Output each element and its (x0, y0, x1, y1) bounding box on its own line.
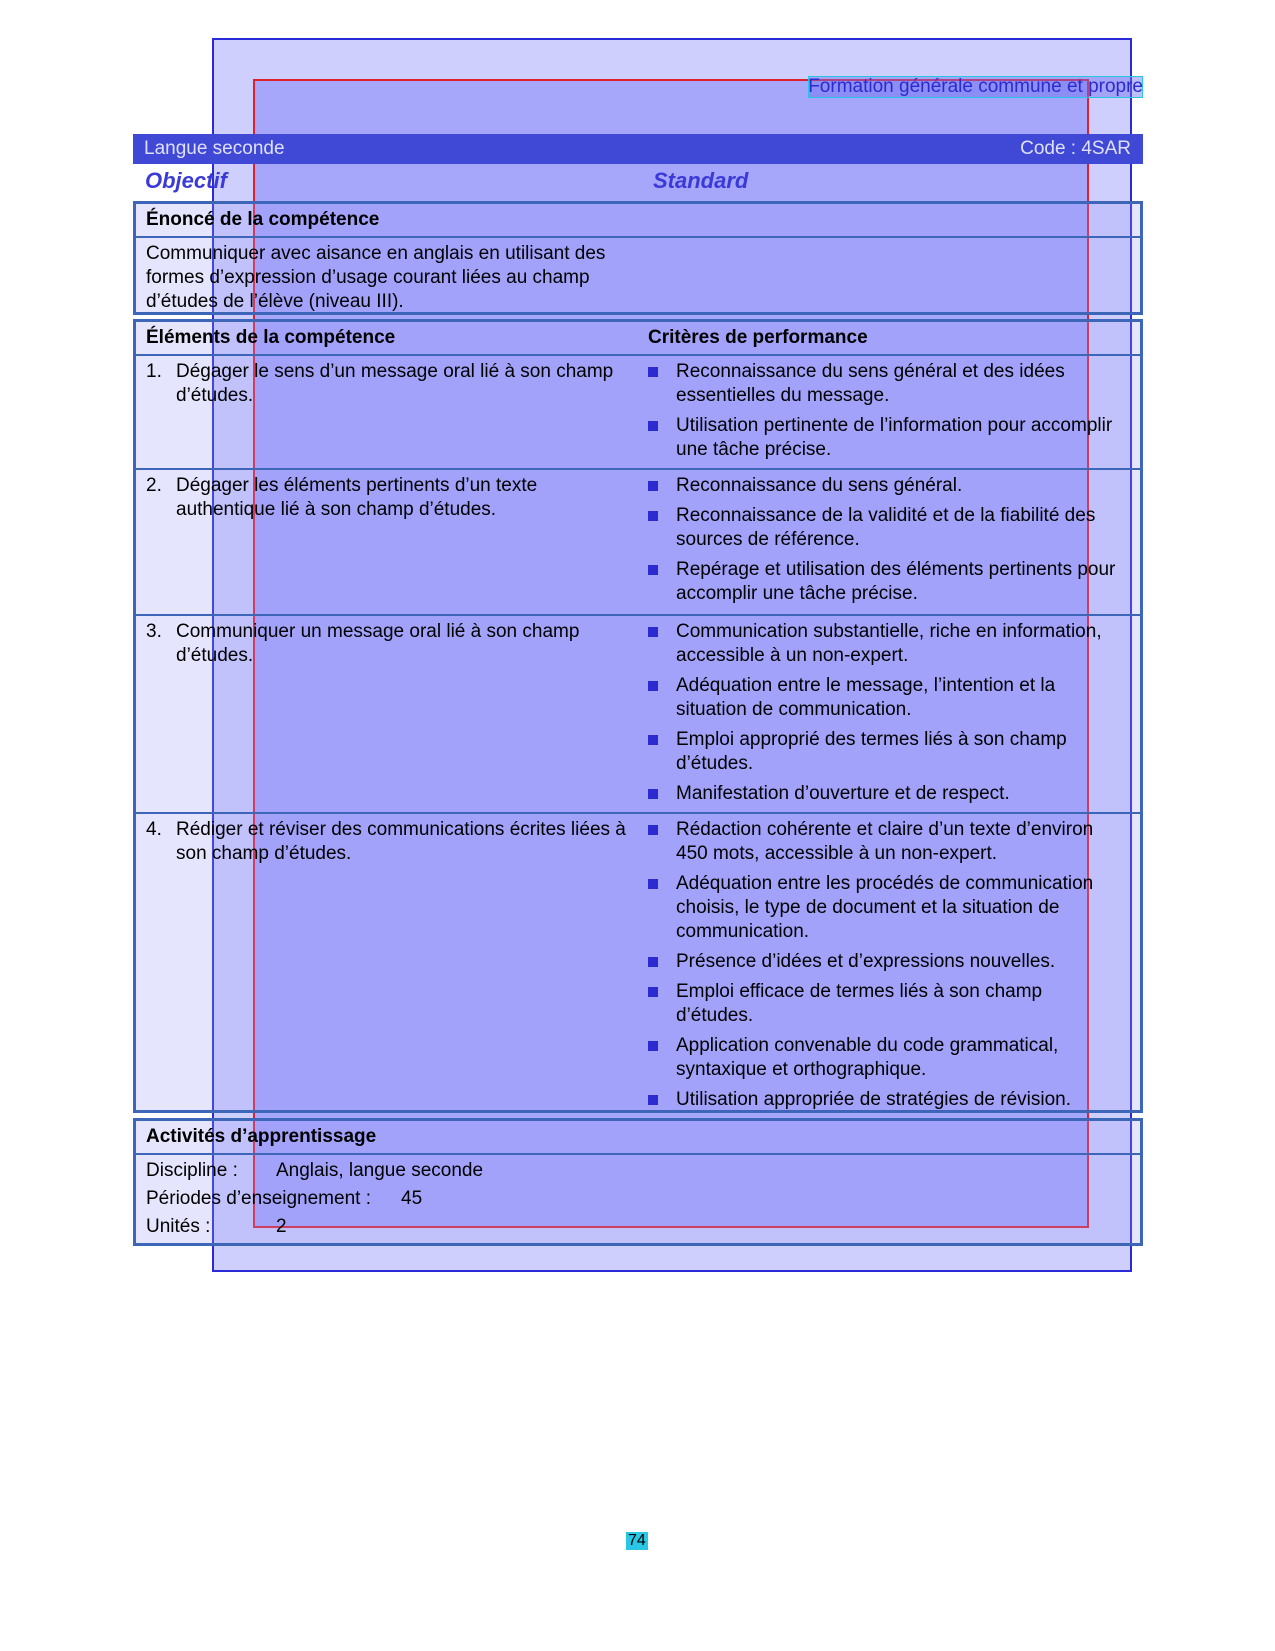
criteria-text: Emploi efficace de termes liés à son champ d’études. (676, 981, 1043, 1026)
bullet-icon (648, 735, 658, 745)
criteria-text: Reconnaissance de la validité et de la fiabilité des sources de référence. (676, 505, 1096, 550)
criteria-item (648, 674, 1118, 722)
bullet-icon (648, 565, 658, 575)
criteria-text: Adéquation entre le message, l’intention et la situation de communication. (676, 675, 1056, 720)
criteria-text: Utilisation pertinente de l’information pour accomplir une tâche précise. (676, 415, 1113, 460)
criteria-item (648, 872, 1118, 944)
element-number: 4. (146, 819, 162, 840)
bullet-icon (648, 511, 658, 521)
element-text: Dégager le sens d’un message oral lié à son champ d’études. (176, 361, 614, 406)
criteria-text: Présence d’idées et d’expressions nouvelles. (676, 951, 1056, 972)
bullet-icon (648, 987, 658, 997)
elements-heading-row (136, 322, 1140, 356)
units-value: 2 (276, 1216, 287, 1237)
criteria-item (648, 980, 1118, 1028)
units-label: Unités : (146, 1216, 211, 1237)
criteria-text: Repérage et utilisation des éléments pertinents pour accomplir une tâche précise. (676, 559, 1116, 604)
criteria-item (648, 782, 1118, 806)
element-description (146, 360, 636, 408)
criteria-item (648, 950, 1118, 974)
criteria-text: Application convenable du code grammatical, syntaxique et orthographique. (676, 1035, 1059, 1080)
program-header: Formation générale commune et propre (808, 76, 1143, 97)
objective-label: Objectif (145, 168, 227, 193)
enonce-box (133, 201, 1143, 315)
criteria-item (648, 728, 1118, 776)
criteria-item (648, 818, 1118, 866)
discipline-line (136, 1157, 1140, 1185)
element-description (146, 620, 636, 668)
criteria-item (648, 360, 1118, 408)
criteria-heading: Critères de performance (648, 327, 868, 348)
criteria-item (648, 414, 1118, 462)
discipline-label: Discipline : (146, 1160, 238, 1181)
criteria-text: Communication substantielle, riche en information, accessible à un non-expert. (676, 621, 1102, 666)
criteria-text: Emploi approprié des termes liés à son champ d’études. (676, 729, 1067, 774)
element-description (146, 818, 636, 866)
element-row (136, 356, 1140, 470)
criteria-list (648, 620, 1118, 812)
enonce-text: Communiquer avec aisance en anglais en utilisant des formes d’expression d’usage courant liées au champ d’études de l’élève (niveau III). (146, 243, 606, 312)
standard-label: Standard (653, 168, 749, 193)
criteria-text: Manifestation d’ouverture et de respect. (676, 783, 1010, 804)
element-text: Communiquer un message oral lié à son champ d’études. (176, 621, 580, 666)
bullet-icon (648, 681, 658, 691)
criteria-list (648, 360, 1118, 468)
criteria-item (648, 1088, 1118, 1112)
course-title-bar (133, 134, 1143, 164)
element-text: Dégager les éléments pertinents d’un texte authentique lié à son champ d’études. (176, 475, 538, 520)
periods-label: Périodes d’enseignement : (146, 1188, 371, 1209)
bullet-icon (648, 789, 658, 799)
element-text: Rédiger et réviser des communications écrites liées à son champ d’études. (176, 819, 626, 864)
bullet-icon (648, 367, 658, 377)
bullet-icon (648, 481, 658, 491)
criteria-item (648, 504, 1118, 552)
discipline-value: Anglais, langue seconde (276, 1160, 484, 1181)
element-row (136, 814, 1140, 1120)
element-number: 1. (146, 361, 162, 382)
element-number: 2. (146, 475, 162, 496)
activities-box (133, 1118, 1143, 1246)
enonce-heading: Énoncé de la compétence (136, 204, 1140, 238)
bullet-icon (648, 1041, 658, 1051)
criteria-list (648, 818, 1118, 1118)
bullet-icon (648, 1095, 658, 1105)
criteria-item (648, 1034, 1118, 1082)
course-code: Code : 4SAR (1020, 138, 1131, 159)
criteria-text: Utilisation appropriée de stratégies de révision. (676, 1089, 1071, 1110)
criteria-text: Reconnaissance du sens général. (676, 475, 963, 496)
bullet-icon (648, 879, 658, 889)
criteria-item (648, 474, 1118, 498)
criteria-text: Adéquation entre les procédés de communication choisis, le type de document et la situation de communication. (676, 873, 1094, 942)
objective-row (145, 168, 1145, 198)
bullet-icon (648, 421, 658, 431)
page-number: 74 (628, 1532, 646, 1549)
criteria-item (648, 620, 1118, 668)
units-line (136, 1213, 1140, 1241)
elements-box (133, 319, 1143, 1113)
bullet-icon (648, 957, 658, 967)
criteria-text: Rédaction cohérente et claire d’un texte d’environ 450 mots, accessible à un non-expert. (676, 819, 1094, 864)
bullet-icon (648, 627, 658, 637)
element-row (136, 616, 1140, 814)
criteria-item (648, 558, 1118, 606)
element-number: 3. (146, 621, 162, 642)
criteria-text: Reconnaissance du sens général et des idées essentielles du message. (676, 361, 1065, 406)
elements-heading: Éléments de la compétence (146, 327, 396, 348)
periods-value: 45 (401, 1188, 423, 1209)
element-row (136, 470, 1140, 616)
activities-heading: Activités d’apprentissage (136, 1121, 1140, 1155)
element-description (146, 474, 636, 522)
periods-line (136, 1185, 1140, 1213)
criteria-list (648, 474, 1118, 612)
bullet-icon (648, 825, 658, 835)
subject-title: Langue seconde (144, 138, 285, 159)
